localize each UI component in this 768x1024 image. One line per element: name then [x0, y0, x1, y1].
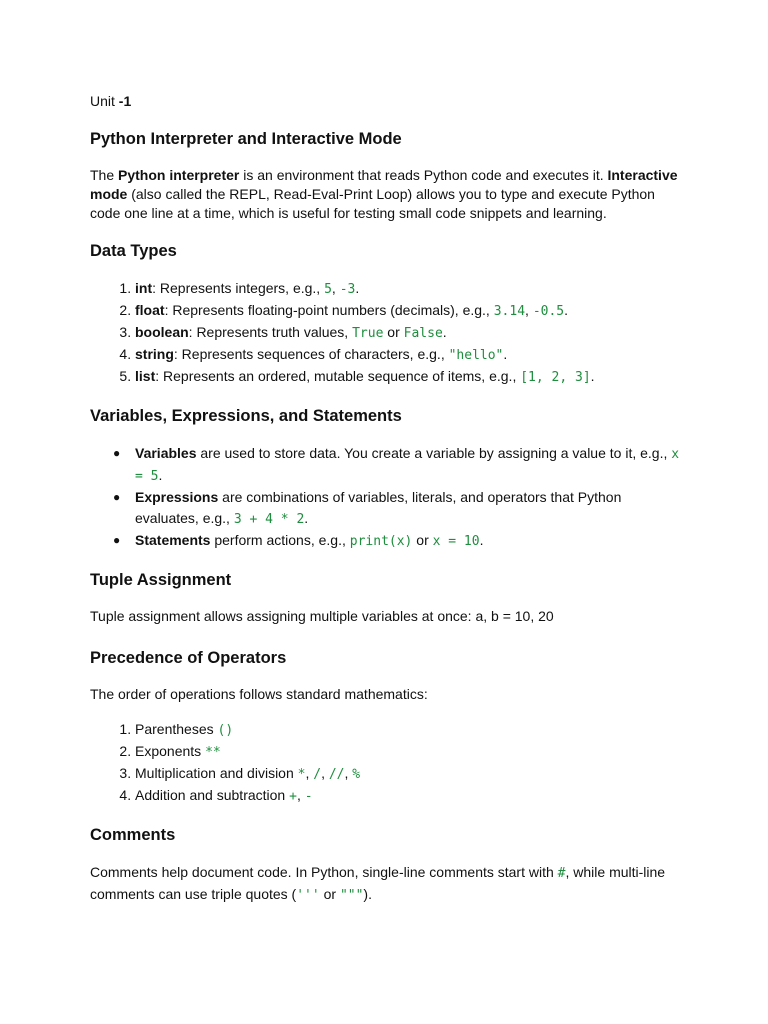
list-item: ● Expressions are combinations of variables, literals, and operators that Python evaluates, e.g., 3 + 4 * 2.: [113, 489, 622, 527]
list-item: ● Variables are used to store data. You create a variable by assigning a value to it, e.g., x = 5.: [113, 445, 680, 484]
list-item: 5. list: Represents an ordered, mutable sequence of items, e.g., [1, 2, 3].: [135, 366, 680, 388]
heading-interpreter: Python Interpreter and Interactive Mode: [90, 130, 402, 148]
list-item: 1. int: Represents integers, e.g., 5, -3.: [135, 278, 680, 300]
data-types-list: [90, 278, 680, 388]
list-item: 4. Addition and subtraction +, -: [135, 785, 680, 807]
heading-comments: Comments: [90, 826, 176, 844]
bullet-icon: ●: [113, 446, 121, 460]
heading-data-types: Data Types: [90, 242, 177, 260]
variables-list: [90, 443, 680, 552]
unit-label: Unit -1: [90, 93, 132, 109]
bullet-icon: ●: [113, 533, 121, 547]
unit-number: -1: [118, 93, 132, 109]
list-item: 4. string: Represents sequences of characters, e.g., "hello".: [135, 344, 680, 366]
heading-variables: Variables, Expressions, and Statements: [90, 407, 402, 425]
interpreter-paragraph: The Python interpreter is an environment that reads Python code and executes it. Interactive mode (also called the REPL, Read-Eval-Print Loop) allows you to type and execute Python code one line at a time, which is useful for testing small code snippets and learning.: [90, 167, 678, 221]
list-item: 2. Exponents **: [135, 741, 680, 763]
bullet-icon: ●: [113, 490, 121, 504]
precedence-list: [90, 719, 680, 807]
document-content: [90, 92, 680, 906]
list-item: 3. Multiplication and division *, /, //, %: [135, 763, 680, 785]
list-item: 3. boolean: Represents truth values, True or False.: [135, 322, 680, 344]
list-item: ● Statements perform actions, e.g., print(x) or x = 10.: [113, 532, 484, 549]
list-item: 2. float: Represents floating-point numbers (decimals), e.g., 3.14, -0.5.: [135, 300, 680, 322]
tuple-paragraph: Tuple assignment allows assigning multiple variables at once: a, b = 10, 20: [90, 608, 554, 624]
heading-tuple: Tuple Assignment: [90, 571, 232, 589]
precedence-intro: The order of operations follows standard mathematics:: [90, 686, 428, 702]
comments-paragraph: Comments help document code. In Python, single-line comments start with #, while multi-line comments can use triple quotes (''' or """).: [90, 864, 666, 903]
heading-precedence: Precedence of Operators: [90, 649, 287, 667]
list-item: 1. Parentheses (): [135, 719, 680, 741]
